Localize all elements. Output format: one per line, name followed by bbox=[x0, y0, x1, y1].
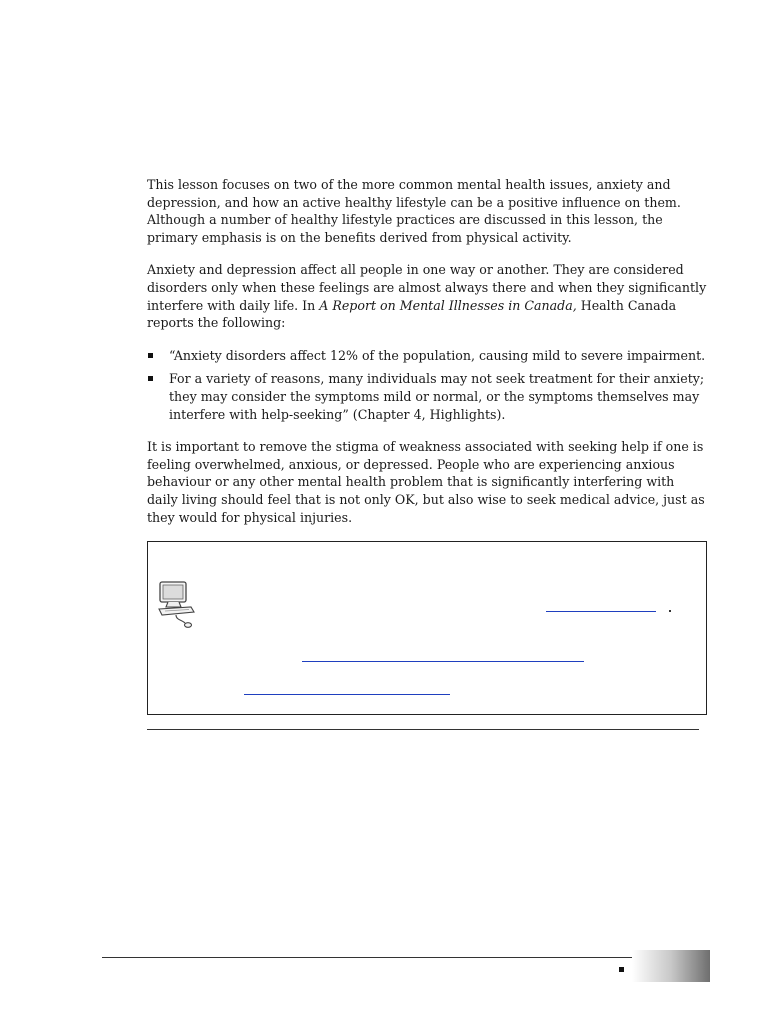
intro-paragraph: This lesson focuses on two of the more common mental health issues, anxiety and depression, and how an active healthy lifestyle can be a positive influence on them. Although a number of healthy lifestyle practices are discussed in this lesson, the primary emphasis is on the benefits derived from physical activity. bbox=[147, 177, 681, 245]
closing-paragraph: It is important to remove the stigma of weakness associated with seeking help if one is feeling overwhelmed, anxious, or depressed. People who are experiencing anxious behaviour or any other mental health problem that is significantly interfering with daily living should feel that is not only OK, but also wise to seek medical advice, just as they would for physical injuries. bbox=[147, 439, 705, 525]
web-link[interactable] bbox=[244, 694, 450, 695]
bullet-icon bbox=[148, 353, 153, 358]
list-item bbox=[147, 347, 707, 365]
period-mark bbox=[669, 610, 671, 612]
report-title: A Report on Mental Illnesses in Canada, bbox=[319, 297, 577, 313]
web-link[interactable] bbox=[546, 611, 656, 612]
quote-list bbox=[147, 347, 707, 423]
web-links-box bbox=[147, 541, 707, 715]
web-link[interactable] bbox=[302, 661, 584, 662]
footer-bullet-icon bbox=[619, 967, 624, 972]
computer-icon bbox=[156, 580, 196, 630]
report-paragraph bbox=[147, 261, 707, 331]
report-paragraph-end: Health Canada reports the following: bbox=[147, 297, 677, 331]
footer-page-tab bbox=[632, 950, 710, 982]
lesson-body bbox=[147, 176, 707, 541]
footer-rule bbox=[102, 957, 632, 958]
list-item bbox=[147, 370, 707, 423]
list-item-text: For a variety of reasons, many individuals may not seek treatment for their anxiety; they may consider the symptoms mild or normal, or the symptoms themselves may interfere with help-seeking” (Chapter 4, Highlights). bbox=[169, 371, 705, 422]
report-paragraph-start: Anxiety and depression affect all people in one way or another. They are considered disorders only when these feelings are almost always there and when they significantly interfere with daily life. In bbox=[147, 262, 707, 313]
list-item-text: “Anxiety disorders affect 12% of the population, causing mild to severe impairment. bbox=[169, 347, 706, 363]
section-divider bbox=[147, 729, 699, 730]
bullet-icon bbox=[148, 376, 153, 381]
